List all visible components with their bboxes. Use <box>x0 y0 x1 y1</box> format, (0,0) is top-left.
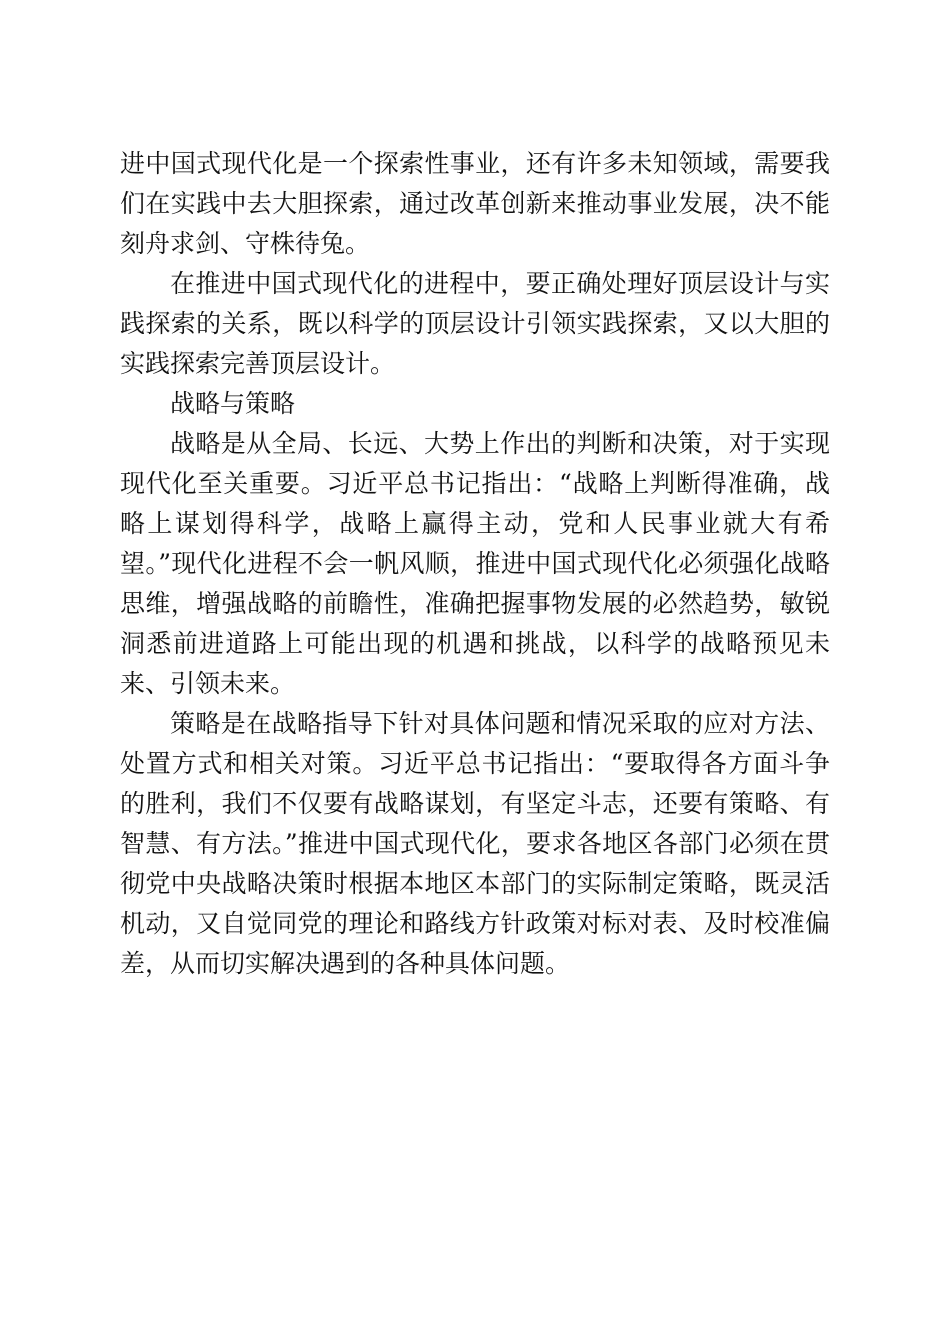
document-body <box>120 144 830 984</box>
paragraph-continuation: 进中国式现代化是一个探索性事业，还有许多未知领域，需要我们在实践中去大胆探索，通过改革创新来推动事业发展，决不能刻舟求剑、守株待兔。 <box>120 149 830 258</box>
section-heading: 战略与策略 <box>170 389 296 418</box>
paragraph-strategy: 战略是从全局、长远、大势上作出的判断和决策，对于实现现代化至关重要。习近平总书记指出：“战略上判断得准确，战略上谋划得科学，战略上赢得主动，党和人民事业就大有希望。”现代化进程不会一帆风顺，推进中国式现代化必须强化战略思维，增强战略的前瞻性，准确把握事物发展的必然趋势，敏锐洞悉前进道路上可能出现的机遇和挑战，以科学的战略预见未来、引领未来。 <box>120 429 830 698</box>
paragraph-tactics: 策略是在战略指导下针对具体问题和情况采取的应对方法、处置方式和相关对策。习近平总书记指出：“要取得各方面斗争的胜利，我们不仅要有战略谋划，有坚定斗志，还要有策略、有智慧、有方法。”推进中国式现代化，要求各地区各部门必须在贯彻党中央战略决策时根据本地区本部门的实际制定策略，既灵活机动，又自觉同党的理论和路线方针政策对标对表、及时校准偏差，从而切实解决遇到的各种具体问题。 <box>120 709 830 978</box>
paragraph-top-design: 在推进中国式现代化的进程中，要正确处理好顶层设计与实践探索的关系，既以科学的顶层设计引领实践探索，又以大胆的实践探索完善顶层设计。 <box>120 269 830 378</box>
